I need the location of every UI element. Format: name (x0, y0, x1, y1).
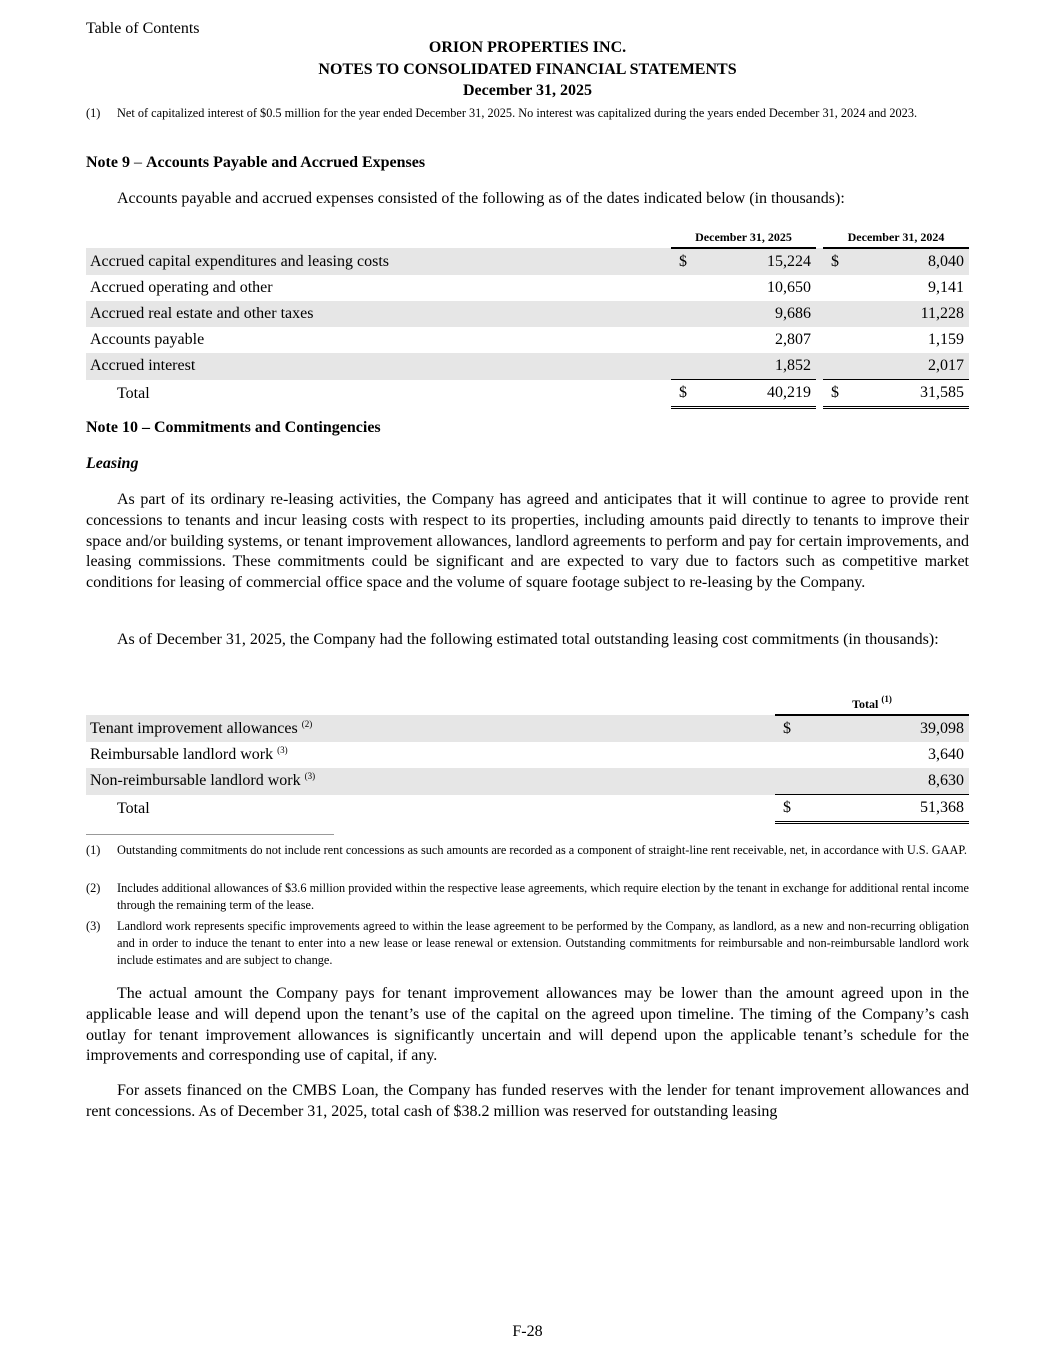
value: 39,098 (805, 715, 969, 742)
footnote: (2) Includes additional allowances of $3.6 million provided within the respective lease agreements, which require election by the tenant in exchange for additional rental income through the remaining term of the lease. (86, 881, 969, 912)
row-label: Accrued operating and other (90, 279, 273, 296)
footnote-text: Net of capitalized interest of $0.5 million for the year ended December 31, 2025. No interest was capitalized during the years ended December 31, 2024 and 2023. (117, 106, 918, 120)
value: 15,224 (701, 248, 816, 275)
currency: $ (823, 380, 853, 408)
value: 1,159 (928, 331, 964, 348)
value: 1,852 (701, 353, 816, 380)
table-row (86, 768, 969, 795)
row-label: Non-reimbursable landlord work $^{(3)}$ (86, 768, 775, 795)
leasing-paragraph: As part of its ordinary re-leasing activities, the Company has agreed and anticipates that it will continue to agree to provide rent concessions to tenants and incur leasing costs with respect to its properties, including amounts paid directly to tenants to improve their space and/or building systems, or tenant improvement allowances, landlord agreements to perform and pay for certain improvements, and leasing commissions. These commitments could be significant and are expected to vary due to factors such as competitive market conditions for leasing of commercial office space and the volume of square footage subject to re-leasing by the Company. (86, 491, 969, 592)
footnote (86, 105, 969, 122)
table-of-contents-link[interactable]: Table of Contents (86, 20, 200, 37)
value: 9,141 (928, 279, 964, 296)
row-label: Accrued real estate and other taxes (86, 301, 671, 327)
page-number: F-28 (512, 1323, 543, 1340)
total-value: 40,219 (701, 380, 816, 408)
page-title: NOTES TO CONSOLIDATED FINANCIAL STATEMENTS (318, 61, 737, 78)
accounts-payable-table (86, 222, 969, 409)
column-header: December 31, 2025 (671, 222, 816, 248)
currency: $ (775, 715, 805, 742)
note10-heading: Note 10 – Commitments and Contingencies (86, 419, 381, 436)
total-row (86, 795, 969, 823)
column-header: December 31, 2024 (823, 222, 969, 248)
total-row (86, 380, 969, 408)
footnote: (3) Landlord work represents specific improvements agreed to within the lease agreement to be performed by the Company, as landlord, as a new and non-recurring obligation and in order to induce the tenant to enter into a new lease or lease renewal or extension. Outstanding commitments for reimbursable and non-reimbursable landlord work include estimates and are subject to change. (86, 919, 969, 967)
footnote-divider (86, 834, 334, 835)
value: 8,630 (805, 768, 969, 795)
row-label: Accrued capital expenditures and leasing costs (86, 248, 671, 275)
leasing-commitments-table (86, 689, 969, 824)
total-label: Total (117, 799, 150, 817)
footnote: (1) Outstanding commitments do not include rent concessions as such amounts are recorded as a component of straight-line rent receivable, net, in accordance with U.S. GAAP. (86, 843, 967, 857)
note-title: Accounts Payable and Accrued Expenses (145, 154, 426, 171)
total-label: Total (117, 384, 150, 402)
value: 2,017 (853, 353, 969, 380)
table-row (86, 275, 969, 301)
row-label: Tenant improvement allowances $^{(2)}$ (86, 715, 775, 742)
statement-date: December 31, 2025 (463, 82, 592, 99)
tenant-allowance-paragraph: The actual amount the Company pays for tenant improvement allowances may be lower than the amount agreed upon in the applicable lease and will depend upon the tenant’s use of the capital on the agreed upon timeline. The timing of the Company’s cash outlay for tenant improvement allowances is significantly uncertain and will depend upon the applicable tenant’s schedule for the improvements and corresponding use of capital, if any. (86, 985, 969, 1065)
leasing-subheading: Leasing (86, 455, 139, 472)
table-row (86, 301, 969, 327)
currency: $ (671, 380, 701, 408)
row-label: Accrued interest (86, 353, 671, 380)
table-row (86, 353, 969, 380)
value: 9,686 (701, 301, 816, 327)
currency: $ (671, 248, 701, 275)
commitments-intro: As of December 31, 2025, the Company had the following estimated total outstanding leasing cost commitments (in thousands): (117, 631, 939, 648)
row-label: Reimbursable landlord work $^{(3)}$ (90, 745, 288, 763)
note9-intro: Accounts payable and accrued expenses consisted of the following as of the dates indicated below (in thousands): (117, 190, 845, 207)
note-number: Note 9 (86, 154, 130, 171)
currency: $ (775, 795, 805, 823)
note9-heading (86, 154, 969, 172)
value: 3,640 (928, 746, 964, 763)
currency: $ (823, 248, 853, 275)
value: 2,807 (775, 331, 811, 348)
row-label: Accounts payable (90, 331, 205, 348)
table-row (86, 715, 969, 742)
table-row (86, 327, 969, 353)
total-value: 31,585 (853, 380, 969, 408)
company-name: ORION PROPERTIES INC. (428, 39, 627, 56)
column-header: Total $^{(1)}$ (775, 689, 969, 715)
value: 10,650 (767, 279, 811, 296)
value: 8,040 (853, 248, 969, 275)
table-row (86, 248, 969, 275)
footnote-number: (1) (86, 106, 101, 120)
value: 11,228 (853, 301, 969, 327)
total-value: 51,368 (805, 795, 969, 823)
dash: – (129, 154, 146, 171)
footnote-ref: (1) (881, 694, 892, 704)
cmbs-paragraph: For assets financed on the CMBS Loan, the Company has funded reserves with the lender for tenant improvement allowances and rent concessions. As of December 31, 2025, total cash of $38.2 million was reserved for outstanding leasing (86, 1082, 969, 1120)
table-row (86, 742, 969, 768)
